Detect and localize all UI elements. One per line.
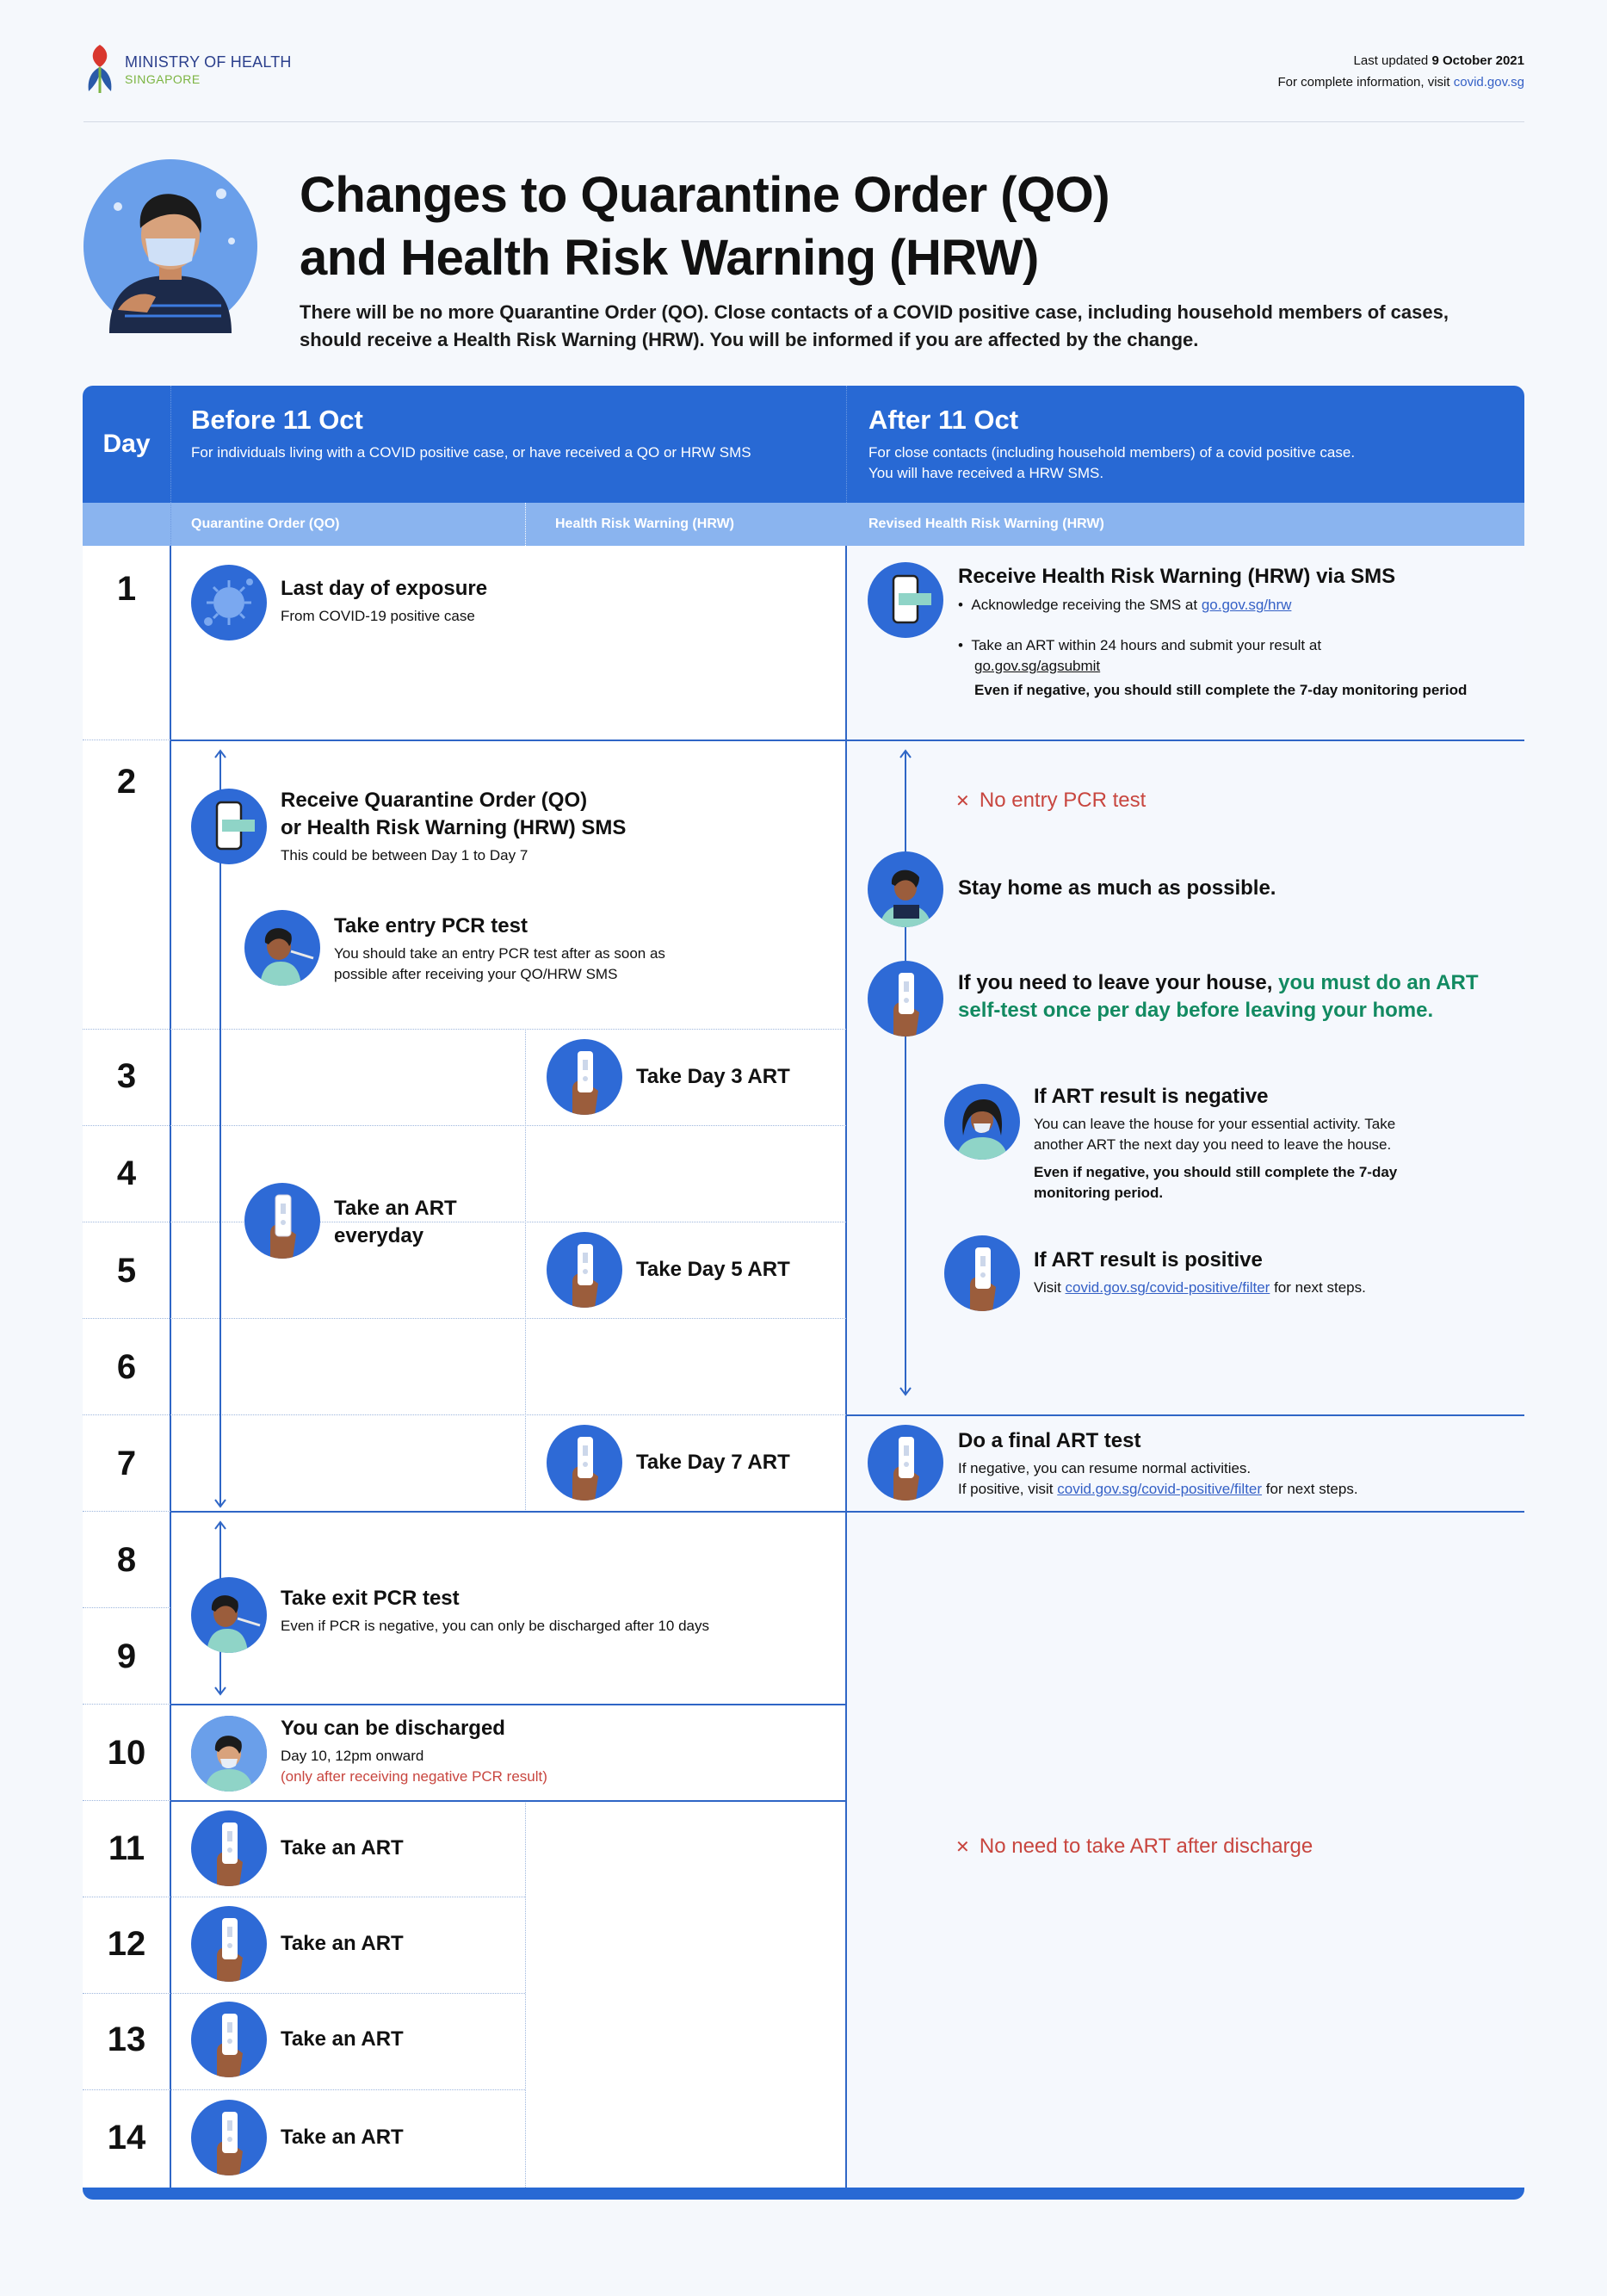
col-health-risk-warning: Health Risk Warning (HRW) xyxy=(555,517,735,531)
final-art-suffix: for next steps. xyxy=(1262,1481,1358,1497)
day-sep-6 xyxy=(83,1318,846,1319)
row-line-day10-bottom xyxy=(170,1800,846,1802)
day-sep-11 xyxy=(83,1800,170,1801)
art-kit-icon xyxy=(191,2100,267,2175)
leave-house-line-1 xyxy=(958,969,1479,997)
day-number-8: 8 xyxy=(116,1541,137,1579)
row-line-after-day7 xyxy=(845,1414,1524,1416)
discharged-title: You can be discharged xyxy=(281,1717,505,1740)
row-line-day2 xyxy=(170,740,1524,741)
phone-sms-icon xyxy=(191,789,267,864)
art-negative-sub-2: another ART the next day you need to leave the house. xyxy=(1034,1136,1392,1153)
day-sep-10 xyxy=(83,1704,170,1705)
day-number-2: 2 xyxy=(116,763,137,801)
art-everyday-line-1: Take an ART xyxy=(334,1197,457,1220)
final-art-sub-2 xyxy=(958,1479,1358,1500)
exit-pcr-subtitle: Even if PCR is negative, you can only be discharged after 10 days xyxy=(281,1618,710,1634)
art-negative-title: If ART result is negative xyxy=(1034,1085,1269,1108)
leave-house-b: you must do an ART xyxy=(1278,971,1479,994)
no-need-art-text: No need to take ART after discharge xyxy=(979,1835,1313,1858)
leave-house-line-2: self-test once per day before leaving your home. xyxy=(958,999,1434,1022)
discharged-subtitle: Day 10, 12pm onward xyxy=(281,1748,424,1764)
updated-prefix: Last updated xyxy=(1353,53,1432,68)
virus-icon xyxy=(191,565,267,641)
art-positive-sub xyxy=(1034,1278,1366,1298)
day11-art-label: Take an ART xyxy=(281,1836,404,1860)
day-number-14: 14 xyxy=(107,2119,146,2157)
day-column-header: Day xyxy=(102,430,151,458)
day-number-7: 7 xyxy=(116,1445,137,1482)
after-receive-title: Receive Health Risk Warning (HRW) via SMS xyxy=(958,565,1396,588)
moh-logo-icon xyxy=(83,41,116,95)
day-number-11: 11 xyxy=(108,1829,145,1867)
header-divider-v2 xyxy=(846,386,847,503)
day-number-1: 1 xyxy=(116,570,137,608)
day14-art-label: Take an ART xyxy=(281,2126,404,2149)
art-kit-icon xyxy=(547,1425,622,1501)
hrw-link[interactable]: go.gov.sg/hrw xyxy=(1201,597,1292,613)
exit-pcr-title: Take exit PCR test xyxy=(281,1587,460,1610)
stay-home-icon xyxy=(868,851,943,927)
after-even-negative: Even if negative, you should still complete the 7-day monitoring period xyxy=(974,682,1468,698)
receive-qo-title-1: Receive Quarantine Order (QO) xyxy=(281,789,588,812)
bullet-dot: • xyxy=(958,637,972,653)
before-split-days11-14 xyxy=(525,1801,526,2188)
day-number-3: 3 xyxy=(116,1057,137,1095)
final-art-prefix: If positive, visit xyxy=(958,1481,1058,1497)
col-quarantine-order: Quarantine Order (QO) xyxy=(191,517,340,531)
no-entry-pcr xyxy=(955,787,1146,815)
page-title xyxy=(300,164,1109,289)
title-line-1: Changes to Quarantine Order (QO) xyxy=(300,167,1110,223)
schedule-table xyxy=(83,386,1524,2200)
after-column-bg xyxy=(846,546,1524,2188)
header-divider-v1 xyxy=(170,386,171,546)
art-positive-suffix: for next steps. xyxy=(1270,1279,1366,1296)
table-footer-bar xyxy=(83,2188,1524,2200)
row-line-day10-top xyxy=(170,1704,846,1705)
person-mask-icon xyxy=(83,159,257,333)
final-art-sub-1: If negative, you can resume normal activities. xyxy=(958,1460,1252,1476)
art-kit-icon xyxy=(868,1425,943,1501)
no-entry-pcr-text: No entry PCR test xyxy=(979,789,1147,812)
cross-icon: ✕ xyxy=(955,1838,980,1857)
art-negative-bold-1: Even if negative, you should still complete the 7-day xyxy=(1034,1164,1398,1180)
receive-qo-subtitle: This could be between Day 1 to Day 7 xyxy=(281,847,528,863)
entry-pcr-subtitle-2: possible after receiving your QO/HRW SMS xyxy=(334,966,618,982)
day-sep-8 xyxy=(83,1511,170,1512)
final-art-title: Do a final ART test xyxy=(958,1429,1141,1452)
art-negative-bold-2: monitoring period. xyxy=(1034,1185,1164,1201)
row-line-day8 xyxy=(170,1511,1524,1513)
cross-icon: ✕ xyxy=(955,792,980,811)
art-kit-icon xyxy=(191,1906,267,1982)
exposure-title: Last day of exposure xyxy=(281,577,488,600)
covid-positive-link[interactable]: covid.gov.sg/covid-positive/filter xyxy=(1057,1481,1263,1497)
pcr-swab-icon xyxy=(244,910,320,986)
day-number-9: 9 xyxy=(116,1637,137,1675)
entry-pcr-subtitle-1: You should take an entry PCR test after as soon as xyxy=(334,945,665,962)
phone-sms-icon xyxy=(868,562,943,638)
art-everyday-line-2: everyday xyxy=(334,1224,424,1247)
covid-gov-link[interactable]: covid.gov.sg xyxy=(1453,75,1524,90)
subheader-divider xyxy=(525,503,526,546)
art-positive-title: If ART result is positive xyxy=(1034,1248,1263,1272)
day-sep-7 xyxy=(83,1414,846,1415)
intro-text: There will be no more Quarantine Order (QO). Close contacts of a COVID positive case, including household members of cases, should receive a Health Risk Warning (HRW). You will be informed if you are affected by the change. xyxy=(300,301,1449,350)
art-kit-icon xyxy=(868,961,943,1037)
after-subtitle-2: You will have received a HRW SMS. xyxy=(868,465,1104,481)
day-number-13: 13 xyxy=(107,2021,146,2058)
art-kit-icon xyxy=(191,2002,267,2077)
last-updated xyxy=(1277,50,1524,93)
agsubmit-link[interactable]: go.gov.sg/agsubmit xyxy=(974,658,1101,674)
day-number-12: 12 xyxy=(107,1925,146,1963)
before-subtitle: For individuals living with a COVID positive case, or have received a QO or HRW SMS xyxy=(191,444,751,461)
art-kit-icon xyxy=(547,1232,622,1308)
discharged-icon xyxy=(191,1716,267,1792)
updated-date: 9 October 2021 xyxy=(1431,53,1524,68)
art-kit-icon xyxy=(191,1810,267,1886)
bullet-dot: • xyxy=(958,597,972,613)
art-kit-icon xyxy=(547,1039,622,1115)
pcr-swab-icon xyxy=(191,1577,267,1653)
art24-text: Take an ART within 24 hours and submit your result at xyxy=(971,637,1322,653)
covid-positive-link[interactable]: covid.gov.sg/covid-positive/filter xyxy=(1065,1279,1270,1296)
before-split-days3-7 xyxy=(525,1029,526,1512)
after-subtitle-1: For close contacts (including household members) of a covid positive case. xyxy=(868,444,1356,461)
after-timeline-arrow xyxy=(897,747,914,1402)
logo-main-text: MINISTRY OF HEALTH xyxy=(125,53,292,71)
after-bullet-art24 xyxy=(958,635,1321,656)
art-negative-sub-1: You can leave the house for your essential activity. Take xyxy=(1034,1116,1396,1132)
day3-art-label: Take Day 3 ART xyxy=(636,1065,790,1088)
hero-illustration xyxy=(83,159,257,333)
after-bullet-ack xyxy=(958,595,1291,616)
art-kit-icon xyxy=(944,1235,1020,1311)
person-mask-icon xyxy=(944,1084,1020,1160)
day-sep-4 xyxy=(83,1125,846,1126)
entry-pcr-title: Take entry PCR test xyxy=(334,914,528,938)
day-number-6: 6 xyxy=(116,1348,137,1386)
day13-art-label: Take an ART xyxy=(281,2027,404,2051)
col-revised-hrw: Revised Health Risk Warning (HRW) xyxy=(868,517,1104,531)
discharged-note: (only after receiving negative PCR result) xyxy=(281,1768,547,1785)
day-sep-14 xyxy=(83,2089,525,2090)
day7-art-label: Take Day 7 ART xyxy=(636,1451,790,1474)
day-sep-3 xyxy=(83,1029,846,1030)
day-number-4: 4 xyxy=(116,1154,137,1192)
after-title: After 11 Oct xyxy=(868,405,1019,435)
before-timeline-arrows xyxy=(212,747,229,2090)
moh-logo xyxy=(83,41,342,100)
info-prefix: For complete information, visit xyxy=(1277,75,1454,90)
day-number-5: 5 xyxy=(116,1252,137,1290)
before-title: Before 11 Oct xyxy=(191,405,363,435)
logo-sub-text: SINGAPORE xyxy=(125,72,201,86)
day5-art-label: Take Day 5 ART xyxy=(636,1258,790,1281)
col-line-after xyxy=(845,546,847,2188)
title-line-2: and Health Risk Warning (HRW) xyxy=(300,230,1039,286)
day-number-10: 10 xyxy=(107,1734,146,1772)
art-positive-prefix: Visit xyxy=(1034,1279,1066,1296)
day-sep-13 xyxy=(83,1993,525,1994)
stay-home-text: Stay home as much as possible. xyxy=(958,876,1276,900)
art-kit-icon xyxy=(244,1183,320,1259)
header-divider xyxy=(83,121,1524,122)
leave-house-a: If you need to leave your house, xyxy=(958,971,1279,994)
receive-qo-title-2: or Health Risk Warning (HRW) SMS xyxy=(281,816,627,839)
day-sep-9 xyxy=(83,1607,170,1608)
ack-prefix: Acknowledge receiving the SMS at xyxy=(971,597,1202,613)
exposure-subtitle: From COVID-19 positive case xyxy=(281,608,475,624)
day12-art-label: Take an ART xyxy=(281,1932,404,1955)
no-need-art xyxy=(955,1833,1313,1861)
